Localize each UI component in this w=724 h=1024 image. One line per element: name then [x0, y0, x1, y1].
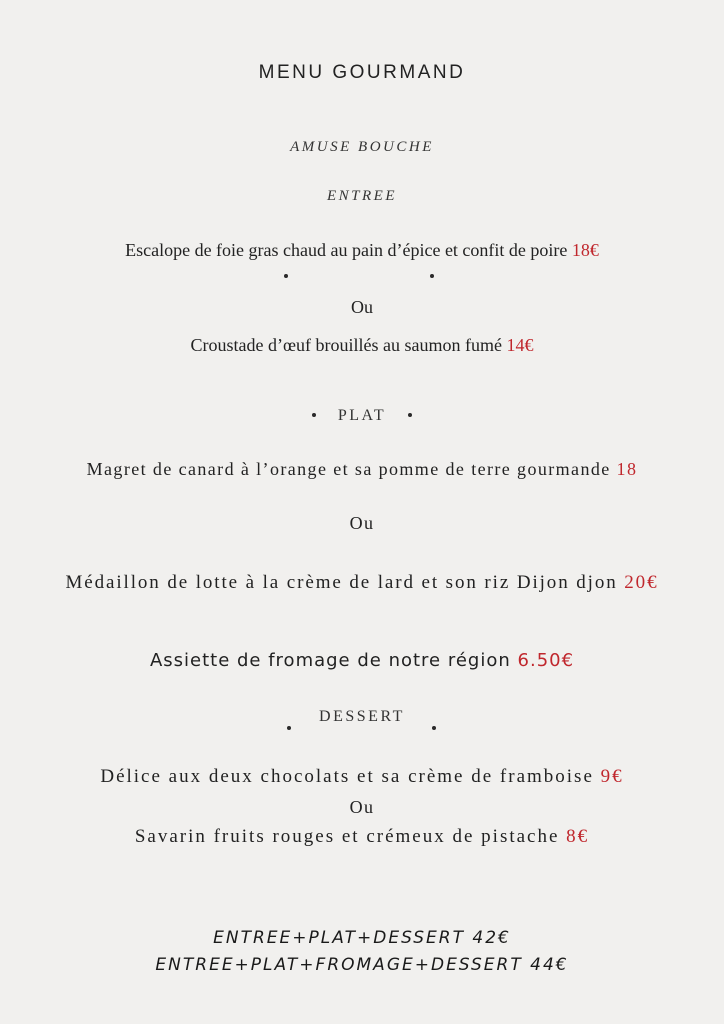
- bullet-icon: [430, 274, 434, 278]
- entree-heading: ENTREE: [327, 188, 397, 204]
- dish-price: 8€: [566, 826, 590, 847]
- dish-name: Magret de canard à l’orange et sa pomme de terre gourmande: [86, 459, 611, 479]
- dish-name: Croustade d’œuf brouillés au saumon fumé: [190, 335, 502, 355]
- dish-name: Escalope de foie gras chaud au pain d’épice et confit de poire: [125, 240, 568, 260]
- entree-separator: Ou: [351, 297, 373, 317]
- dessert-separator: Ou: [349, 797, 375, 817]
- dessert-item-1: [0, 766, 724, 788]
- bullet-icon: [284, 274, 288, 278]
- plat-item-1: [0, 459, 724, 480]
- plat-heading: PLAT: [337, 407, 387, 424]
- amuse-bouche-heading: AMUSE BOUCHE: [290, 139, 434, 155]
- dish-name: Savarin fruits rouges et crémeux de pistache: [134, 826, 560, 847]
- dish-name: Assiette de fromage de notre région: [149, 650, 511, 671]
- dish-name: Délice aux deux chocolats et sa crème de framboise: [100, 766, 594, 787]
- formula-1: ENTREE+PLAT+DESSERT 42€: [213, 928, 511, 948]
- dish-price: 9€: [600, 766, 624, 787]
- fromage-item: [0, 650, 724, 671]
- plat-item-2: [0, 572, 724, 594]
- entree-item-1: [0, 240, 724, 261]
- plat-separator: Ou: [349, 513, 375, 533]
- dish-price: 18: [616, 459, 638, 479]
- dish-name: Médaillon de lotte à la crème de lard et son riz Dijon djon: [65, 572, 618, 593]
- formula-2: ENTREE+PLAT+FROMAGE+DESSERT 44€: [155, 955, 569, 975]
- dish-price: 14€: [506, 335, 534, 355]
- bullet-icon: [408, 413, 412, 417]
- bullet-icon: [432, 726, 436, 730]
- entree-item-2: [0, 335, 724, 356]
- dish-price: 6.50€: [517, 650, 575, 671]
- dessert-item-2: [0, 826, 724, 848]
- menu-title: MENU GOURMAND: [258, 62, 466, 83]
- dessert-heading: DESSERT: [319, 708, 405, 725]
- dish-price: 20€: [624, 572, 659, 593]
- dish-price: 18€: [571, 240, 599, 260]
- bullet-icon: [287, 726, 291, 730]
